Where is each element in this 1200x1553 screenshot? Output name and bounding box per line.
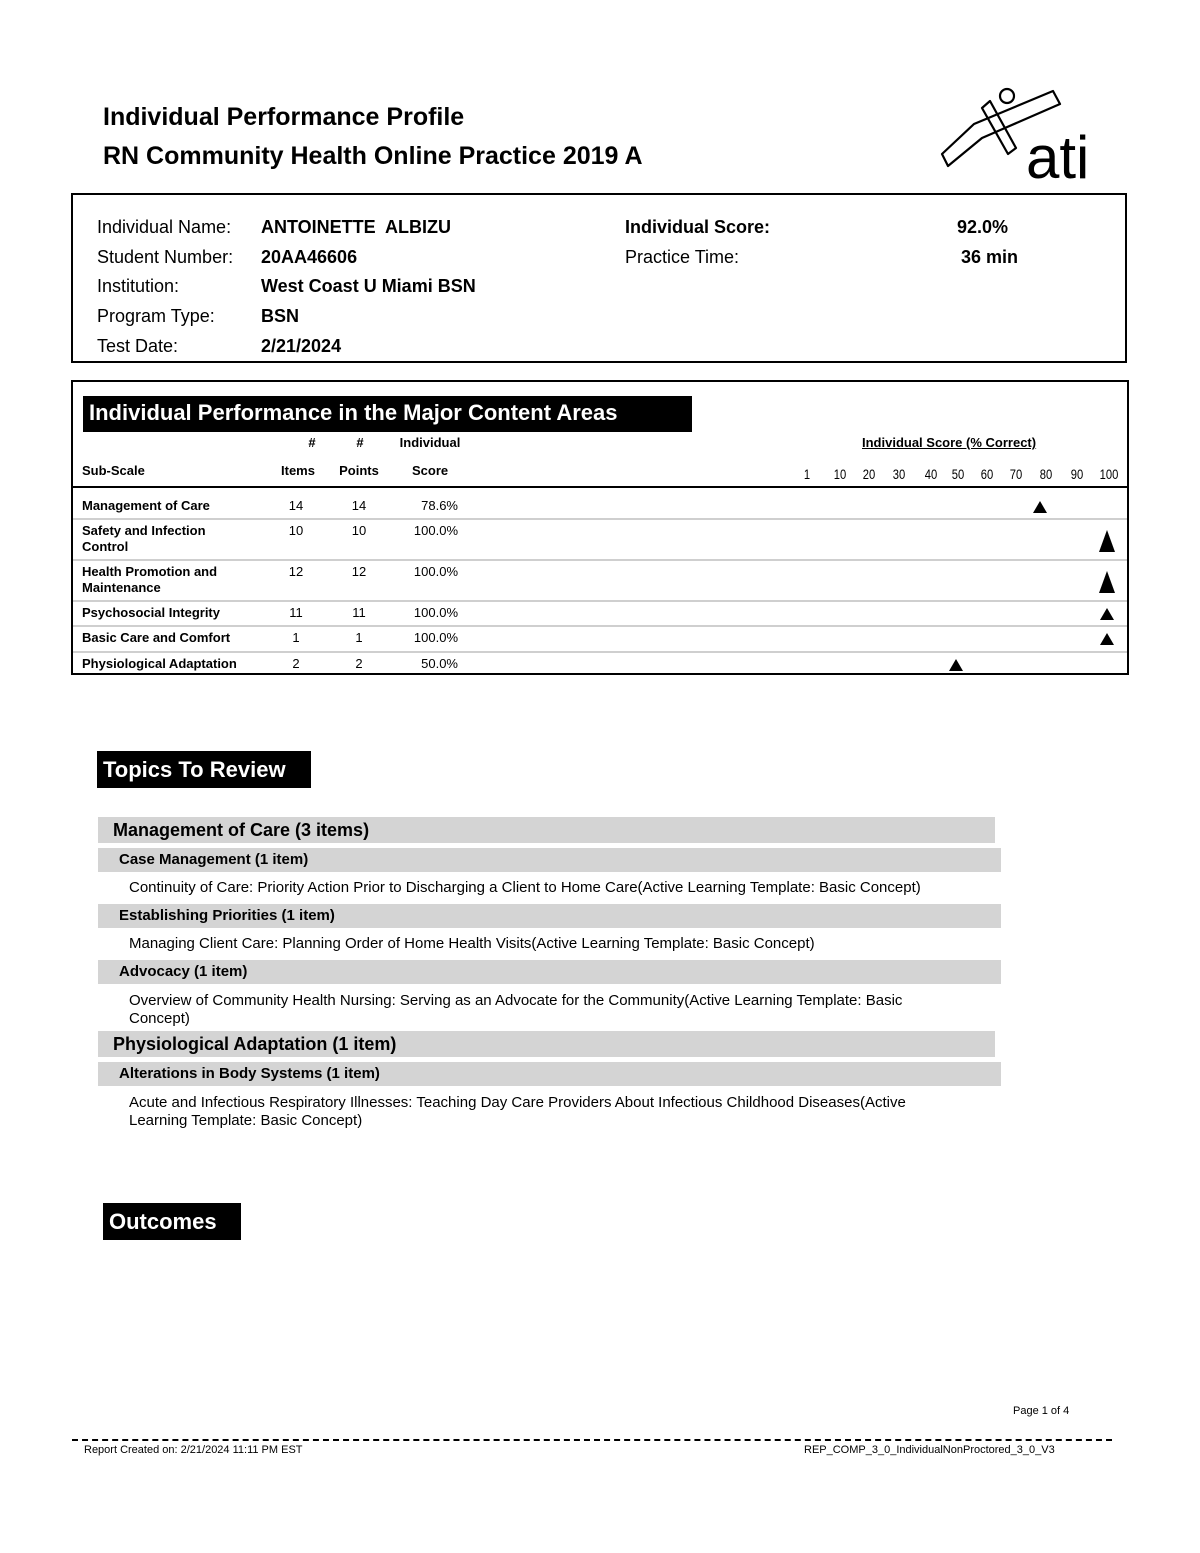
scale-tick: 1 bbox=[803, 466, 811, 482]
outcomes-heading: Outcomes bbox=[103, 1203, 241, 1240]
topic-subcategory-advocacy: Advocacy (1 item) bbox=[98, 960, 1001, 984]
scale-tick: 80 bbox=[1039, 466, 1053, 482]
scale-tick: 60 bbox=[980, 466, 994, 482]
report-created: Report Created on: 2/21/2024 11:11 PM EST bbox=[84, 1444, 303, 1456]
points-count: 14 bbox=[351, 498, 367, 513]
scale-tick: 100 bbox=[1099, 466, 1119, 482]
topic-subcategory-case-management: Case Management (1 item) bbox=[98, 848, 1001, 872]
table-row bbox=[73, 495, 1127, 519]
scale-tick: 30 bbox=[892, 466, 906, 482]
topic-item: Continuity of Care: Priority Action Prior to Discharging a Client to Home Care(Active Learning Template: Basic Concept) bbox=[129, 879, 921, 896]
scale-title: Individual Score (% Correct) bbox=[862, 435, 1037, 450]
items-count: 11 bbox=[289, 605, 303, 620]
points-header: Points bbox=[339, 463, 379, 478]
institution-value: West Coast U Miami BSN bbox=[261, 276, 476, 296]
points-header-top: # bbox=[356, 435, 364, 450]
topic-category-management-of-care: Management of Care (3 items) bbox=[98, 817, 995, 843]
items-count: 12 bbox=[288, 564, 304, 579]
logo-text: ati bbox=[1026, 124, 1090, 182]
score-marker bbox=[1099, 571, 1115, 593]
test-title: RN Community Health Online Practice 2019 A bbox=[103, 142, 643, 170]
score-marker bbox=[1100, 633, 1114, 645]
student-info-panel bbox=[71, 193, 1127, 363]
score-value: 92.0% bbox=[957, 217, 1009, 237]
scale-tick: 10 bbox=[833, 466, 847, 482]
subscale-name: Safety and Infection Control bbox=[82, 523, 206, 554]
table-row bbox=[73, 627, 1127, 652]
subscale-header: Sub-Scale bbox=[82, 463, 145, 478]
items-count: 10 bbox=[288, 523, 304, 538]
scale-tick: 40 bbox=[924, 466, 938, 482]
items-count: 1 bbox=[292, 630, 300, 645]
performance-panel bbox=[71, 380, 1129, 675]
individual-score: 100.0% bbox=[413, 523, 458, 538]
individual-score: 50.0% bbox=[421, 656, 458, 671]
scale-tick: 20 bbox=[862, 466, 876, 482]
ati-logo bbox=[938, 86, 1103, 182]
subscale-name: Basic Care and Comfort bbox=[82, 630, 231, 645]
name-label: Individual Name: bbox=[97, 217, 232, 237]
score-header: Score bbox=[412, 463, 449, 478]
subscale-name: Management of Care bbox=[82, 498, 210, 513]
points-count: 1 bbox=[355, 630, 363, 645]
items-header-top: # bbox=[308, 435, 316, 450]
student-number-value: 20AA46606 bbox=[261, 247, 358, 267]
report-id: REP_COMP_3_0_IndividualNonProctored_3_0_V3 bbox=[804, 1444, 1055, 1456]
scale-tick: 90 bbox=[1070, 466, 1084, 482]
individual-score: 100.0% bbox=[413, 564, 458, 579]
individual-score: 100.0% bbox=[413, 630, 458, 645]
program-type-label: Program Type: bbox=[97, 306, 215, 326]
score-marker bbox=[1100, 608, 1114, 620]
student-number-label: Student Number: bbox=[97, 247, 234, 267]
test-date-value: 2/21/2024 bbox=[261, 336, 342, 356]
performance-heading: Individual Performance in the Major Content Areas bbox=[83, 396, 692, 432]
page-number: Page 1 of 4 bbox=[1013, 1405, 1070, 1417]
individual-score: 100.0% bbox=[413, 605, 458, 620]
footer-divider bbox=[72, 1439, 1112, 1441]
score-label: Individual Score: bbox=[625, 217, 771, 237]
points-count: 2 bbox=[355, 656, 363, 671]
individual-score: 78.6% bbox=[421, 498, 458, 513]
subscale-name: Physiological Adaptation bbox=[82, 656, 237, 671]
score-header-top: Individual bbox=[399, 435, 461, 450]
subscale-name: Psychosocial Integrity bbox=[82, 605, 220, 620]
practice-time-value: 36 min bbox=[961, 247, 1019, 267]
scale-tick: 50 bbox=[951, 466, 965, 482]
points-count: 12 bbox=[351, 564, 367, 579]
topic-subcategory-establishing-priorities: Establishing Priorities (1 item) bbox=[98, 904, 1001, 928]
items-header: Items bbox=[281, 463, 315, 478]
topics-heading: Topics To Review bbox=[97, 751, 311, 788]
topic-item: Managing Client Care: Planning Order of Home Health Visits(Active Learning Template: Basic Concept) bbox=[129, 935, 815, 952]
header-rule bbox=[73, 486, 1127, 488]
report-title: Individual Performance Profile bbox=[103, 103, 465, 131]
scale-tick: 70 bbox=[1009, 466, 1023, 482]
practice-time-label: Practice Time: bbox=[625, 247, 740, 267]
topic-item: Overview of Community Health Nursing: Serving as an Advocate for the Community(Active Learning Template: Basic Concept) bbox=[129, 992, 903, 1027]
table-row bbox=[73, 561, 1127, 601]
topic-subcategory-alterations-in-body-systems: Alterations in Body Systems (1 item) bbox=[98, 1062, 1001, 1086]
topic-category-physiological-adaptation: Physiological Adaptation (1 item) bbox=[98, 1031, 995, 1057]
name-value: ANTOINETTE ALBIZU bbox=[261, 217, 451, 237]
program-type-value: BSN bbox=[261, 306, 300, 326]
test-date-label: Test Date: bbox=[97, 336, 179, 356]
table-row bbox=[73, 520, 1127, 560]
subscale-name: Health Promotion and Maintenance bbox=[82, 564, 218, 595]
table-row bbox=[73, 653, 1127, 675]
items-count: 2 bbox=[292, 656, 300, 671]
institution-label: Institution: bbox=[97, 276, 180, 296]
topic-item: Acute and Infectious Respiratory Illnesses: Teaching Day Care Providers About Infectious Childhood Diseases(Active Learning Template: Basic Concept) bbox=[129, 1094, 906, 1129]
items-count: 14 bbox=[288, 498, 304, 513]
points-count: 10 bbox=[351, 523, 367, 538]
table-row bbox=[73, 602, 1127, 626]
score-marker bbox=[949, 659, 963, 671]
points-count: 11 bbox=[352, 605, 366, 620]
score-marker bbox=[1099, 530, 1115, 552]
score-marker bbox=[1033, 501, 1047, 513]
